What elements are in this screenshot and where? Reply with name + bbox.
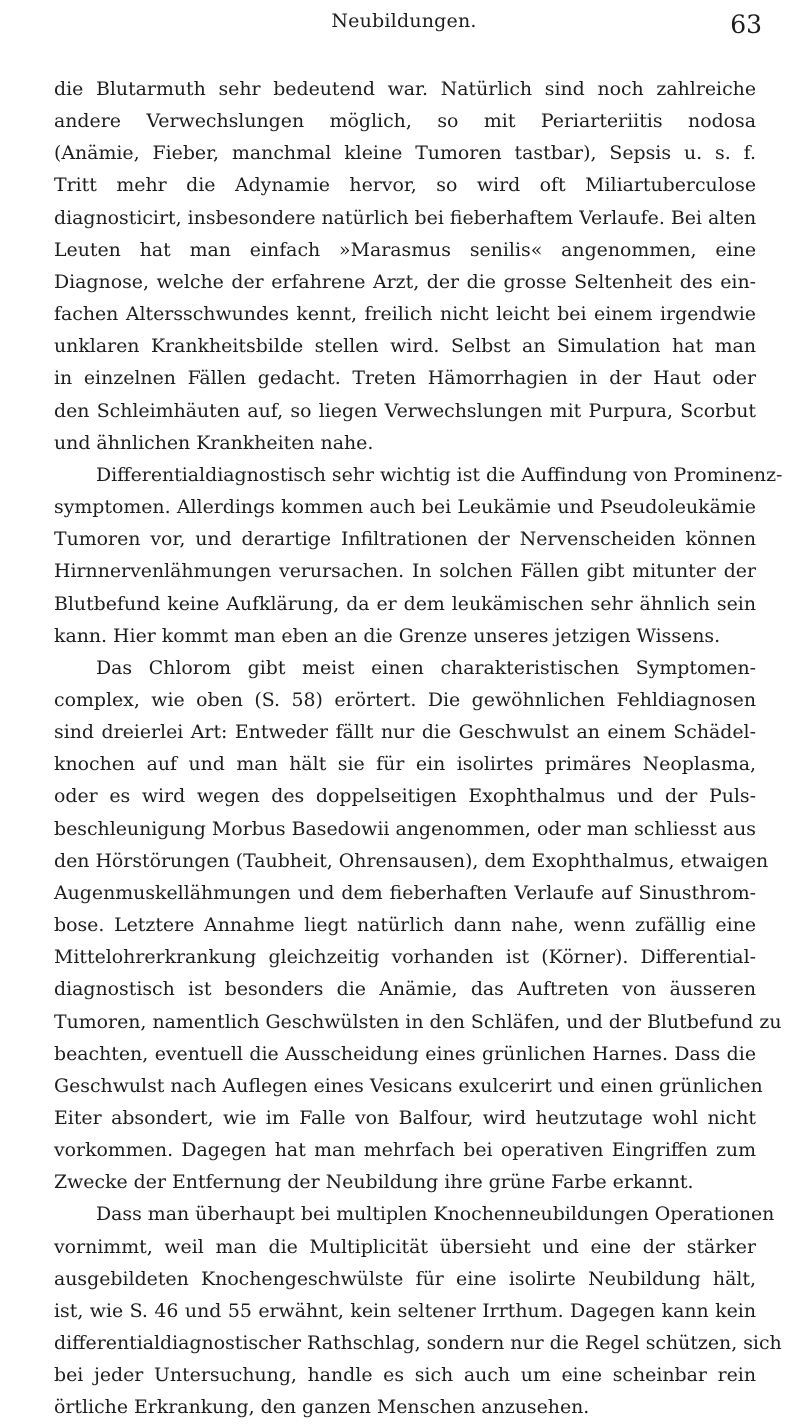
text-line: Blutbefund keine Aufklärung, da er dem leukämischen sehr ähnlich sein [54, 592, 756, 615]
text-line: knochen auf und man hält sie für ein isolirtes primäres Neoplasma, [54, 753, 756, 776]
text-line: Geschwulst nach Auflegen eines Vesicans exulcerirt und einen grünlichen [54, 1074, 763, 1097]
text-line: Augenmuskellähmungen und dem fieberhaften Verlaufe auf Sinusthrom- [54, 881, 756, 904]
text-line: Eiter absondert, wie im Falle von Balfour, wird heutzutage wohl nicht [54, 1107, 756, 1129]
body-text [54, 73, 783, 1424]
text-line: Zwecke der Entfernung der Neubildung ihre grüne Farbe erkannt. [54, 1171, 694, 1194]
paragraph-first-line: Das Chlorom gibt meist einen charakteristischen Symptomen- [96, 656, 756, 679]
text-line: ausgebildeten Knochengeschwülste für eine isolirte Neubildung hält, [54, 1267, 756, 1290]
page-header [46, 10, 762, 46]
text-line: Tritt mehr die Adynamie hervor, so wird oft Miliartuberculose [54, 174, 756, 197]
paragraph-first-line: Differentialdiagnostisch sehr wichtig ist die Auffindung von Prominenz- [96, 463, 783, 486]
text-line: in einzelnen Fällen gedacht. Treten Hämorrhagien in der Haut oder [54, 367, 756, 390]
text-line: beschleunigung Morbus Basedowii angenommen, oder man schliesst aus [54, 817, 756, 840]
text-line: örtliche Erkrankung, den ganzen Menschen anzusehen. [54, 1396, 590, 1419]
text-line: kann. Hier kommt man eben an die Grenze unseres jetzigen Wissens. [54, 624, 721, 647]
text-line: bei jeder Untersuchung, handle es sich auch um eine scheinbar rein [54, 1364, 756, 1387]
text-line: unklaren Krankheitsbilde stellen wird. Selbst an Simulation hat man [54, 335, 756, 358]
text-line: (Anämie, Fieber, manchmal kleine Tumoren tastbar), Sepsis u. s. f. [54, 142, 756, 165]
text-line: den Schleimhäuten auf, so liegen Verwechslungen mit Purpura, Scorbut [54, 399, 756, 422]
text-line: sind dreierlei Art: Entweder fällt nur die Geschwulst an einem Schädel- [54, 721, 756, 744]
text-line: vorkommen. Dagegen hat man mehrfach bei operativen Eingriffen zum [54, 1139, 756, 1162]
text-line: vornimmt, weil man die Multiplicität übersieht und eine der stärker [54, 1235, 756, 1258]
text-line: Hirnnervenlähmungen verursachen. In solchen Fällen gibt mitunter der [54, 560, 756, 583]
text-line: beachten, eventuell die Ausscheidung eines grünlichen Harnes. Dass die [54, 1042, 756, 1065]
text-line: diagnostisch ist besonders die Anämie, das Auftreten von äusseren [54, 978, 756, 1001]
running-title: Neubildungen. [331, 10, 477, 32]
text-line: Leuten hat man einfach »Marasmus senilis« angenommen, eine [54, 238, 756, 261]
paragraph-first-line: Dass man überhaupt bei multiplen Knochenneubildungen Operationen [96, 1203, 775, 1226]
text-line: bose. Letztere Annahme liegt natürlich dann nahe, wenn zufällig eine [54, 914, 756, 937]
text-line: ist, wie S. 46 und 55 erwähnt, kein seltener Irrthum. Dagegen kann kein [54, 1299, 756, 1322]
text-line: diagnosticirt, insbesondere natürlich bei fieberhaftem Verlaufe. Bei alten [54, 206, 757, 229]
page-number: 63 [730, 10, 762, 39]
text-line: Diagnose, welche der erfahrene Arzt, der die grosse Seltenheit des ein- [54, 270, 756, 293]
text-line: die Blutarmuth sehr bedeutend war. Natürlich sind noch zahlreiche [54, 78, 756, 100]
text-line: und ähnlichen Krankheiten nahe. [54, 431, 374, 454]
text-line: Mittelohrerkrankung gleichzeitig vorhanden ist (Körner). Differential- [54, 946, 756, 969]
text-line: Tumoren vor, und derartige Infiltrationen der Nervenscheiden können [54, 528, 756, 551]
text-line: complex, wie oben (S. 58) erörtert. Die gewöhnlichen Fehldiagnosen [54, 688, 756, 711]
text-line: andere Verwechslungen möglich, so mit Periarteriitis nodosa [54, 110, 756, 133]
text-line: symptomen. Allerdings kommen auch bei Leukämie und Pseudoleukämie [54, 496, 756, 519]
text-line: den Hörstörungen (Taubheit, Ohrensausen), dem Exophthalmus, etwaigen [54, 849, 769, 872]
text-line: Tumoren, namentlich Geschwülsten in den Schläfen, und der Blutbefund zu [54, 1010, 782, 1033]
text-line: oder es wird wegen des doppelseitigen Exophthalmus und der Puls- [54, 785, 756, 808]
text-line: fachen Altersschwundes kennt, freilich nicht leicht bei einem irgendwie [54, 303, 756, 326]
text-line: differentialdiagnostischer Rathschlag, sondern nur die Regel schützen, sich [54, 1332, 782, 1355]
